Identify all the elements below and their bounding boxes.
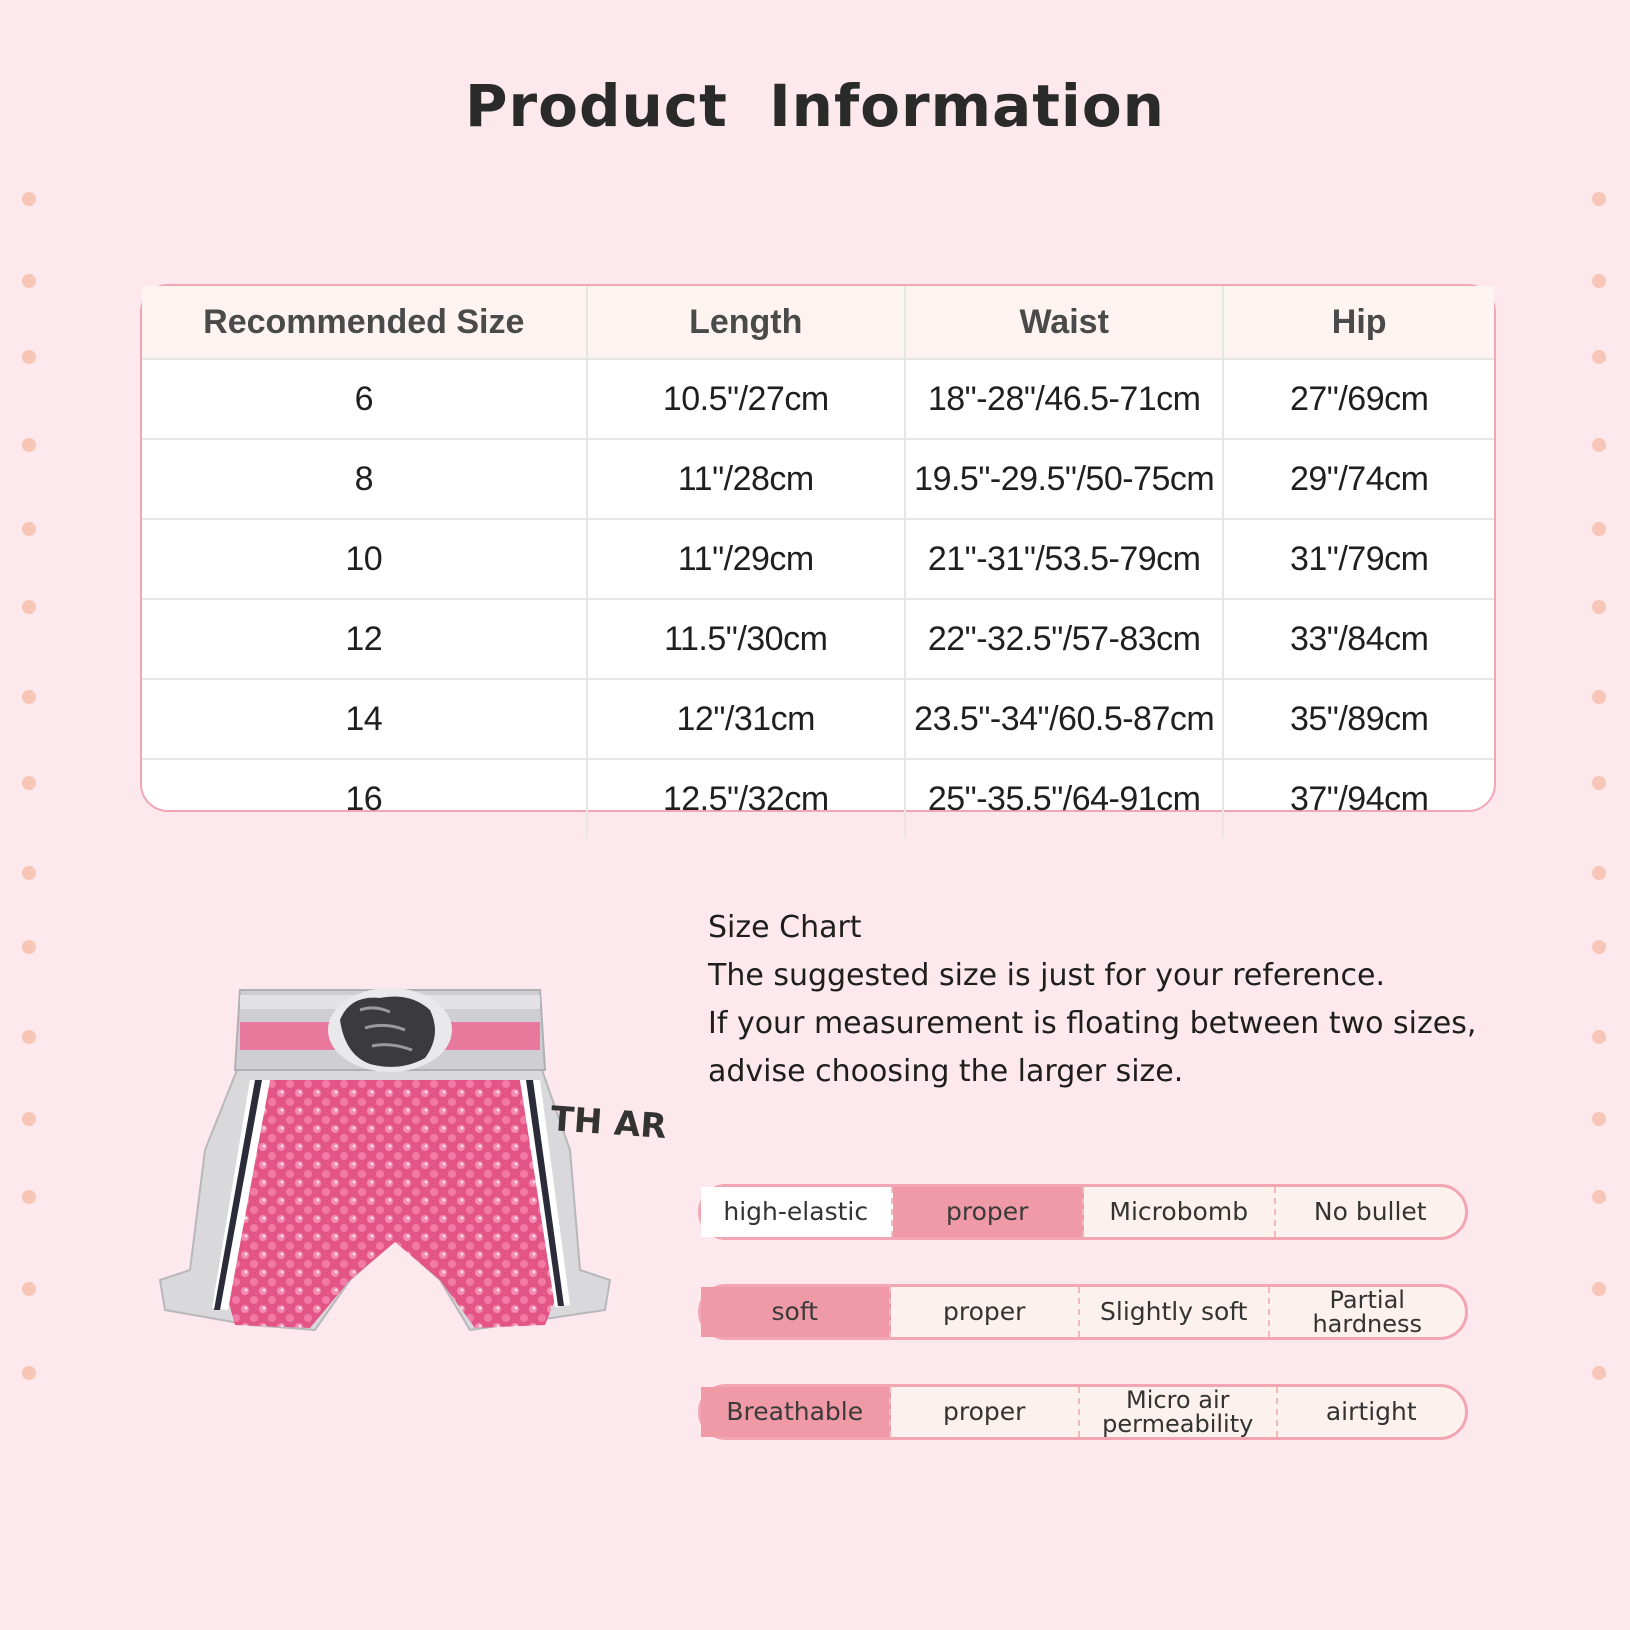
decorative-dot <box>1592 1030 1606 1044</box>
scale-cell-selected: Breathable <box>701 1387 891 1437</box>
cell-size: 10 <box>142 519 587 599</box>
header-length: Length <box>587 286 905 359</box>
scale-cell: airtight <box>1325 1397 1417 1426</box>
decorative-dot <box>1592 776 1606 790</box>
size-chart-line: If your measurement is floating between two sizes, <box>708 1006 1477 1041</box>
decorative-dot <box>22 274 36 288</box>
decorative-dot <box>1592 438 1606 452</box>
cell-waist: 21"-31"/53.5-79cm <box>905 519 1223 599</box>
table-header-row <box>142 286 1494 359</box>
scale-cell: Slightly soft <box>1080 1287 1270 1337</box>
scale-cell: proper <box>891 1287 1081 1337</box>
scale-cell: No bullet <box>1313 1197 1427 1226</box>
decorative-dot <box>22 192 36 206</box>
decorative-dot <box>22 1112 36 1126</box>
cell-length: 11"/29cm <box>587 519 905 599</box>
decorative-dot <box>1592 274 1606 288</box>
cell-length: 11"/28cm <box>587 439 905 519</box>
table-row <box>142 759 1494 838</box>
decorative-dot <box>1592 1190 1606 1204</box>
decorative-dot <box>1592 1112 1606 1126</box>
shorts-side-text: TH AR <box>549 1099 668 1148</box>
decorative-dot <box>1592 690 1606 704</box>
cell-hip: 37"/94cm <box>1289 779 1429 818</box>
table-row <box>142 359 1494 439</box>
decorative-dot <box>22 866 36 880</box>
decorative-dot <box>1592 1366 1606 1380</box>
decorative-dot <box>1592 940 1606 954</box>
decorative-dot <box>22 940 36 954</box>
page-title: Product Information <box>465 72 1165 140</box>
decorative-dot <box>1592 350 1606 364</box>
decorative-dot <box>1592 866 1606 880</box>
size-table <box>140 284 1496 818</box>
table-row <box>142 679 1494 759</box>
decorative-dot <box>22 522 36 536</box>
cell-length: 11.5"/30cm <box>587 599 905 679</box>
table-row <box>142 599 1494 679</box>
cell-hip: 31"/79cm <box>1223 519 1494 599</box>
scale-cell: Micro air permeability <box>1080 1387 1278 1437</box>
cell-hip: 27"/69cm <box>1223 359 1494 439</box>
size-chart-heading: Size Chart <box>708 910 862 945</box>
decorative-dot <box>22 1366 36 1380</box>
breathability-scale <box>698 1384 1468 1440</box>
scale-cell: proper <box>891 1387 1081 1437</box>
scale-cell: Partial hardness <box>1312 1286 1423 1338</box>
cell-hip: 33"/84cm <box>1223 599 1494 679</box>
scale-cell-selected: proper <box>893 1187 1085 1237</box>
elasticity-scale <box>698 1184 1468 1240</box>
decorative-dot <box>22 690 36 704</box>
decorative-dot <box>22 1282 36 1296</box>
cell-size: 16 <box>142 759 587 838</box>
cell-size: 6 <box>142 359 587 439</box>
scale-cell-selected: soft <box>701 1287 891 1337</box>
scale-cell: high-elastic <box>701 1187 893 1237</box>
scale-cell: Microbomb <box>1084 1187 1276 1237</box>
cell-size: 12 <box>142 599 587 679</box>
cell-waist: 23.5"-34"/60.5-87cm <box>905 679 1223 759</box>
size-chart-line: advise choosing the larger size. <box>708 1054 1184 1089</box>
softness-scale <box>698 1284 1468 1340</box>
header-hip: Hip <box>1223 286 1494 359</box>
cell-hip: 29"/74cm <box>1223 439 1494 519</box>
header-waist: Waist <box>905 286 1223 359</box>
cell-waist: 25"-35.5"/64-91cm <box>905 759 1223 838</box>
cell-waist: 18"-28"/46.5-71cm <box>905 359 1223 439</box>
cell-size: 8 <box>142 439 587 519</box>
decorative-dot <box>1592 522 1606 536</box>
header-recommended-size: Recommended Size <box>142 286 587 359</box>
table-row <box>142 439 1494 519</box>
size-chart-line: The suggested size is just for your reference. <box>708 958 1385 993</box>
decorative-dot <box>22 776 36 790</box>
decorative-dot <box>1592 600 1606 614</box>
cell-waist: 22"-32.5"/57-83cm <box>905 599 1223 679</box>
cell-hip: 35"/89cm <box>1223 679 1494 759</box>
cell-length: 12"/31cm <box>587 679 905 759</box>
cell-length: 10.5"/27cm <box>587 359 905 439</box>
decorative-dot <box>1592 192 1606 206</box>
decorative-dot <box>1592 1282 1606 1296</box>
cell-waist: 19.5"-29.5"/50-75cm <box>905 439 1223 519</box>
table-row <box>142 519 1494 599</box>
pink-sequin-boxing-shorts-image <box>150 980 668 1400</box>
decorative-dot <box>22 1030 36 1044</box>
decorative-dot <box>22 600 36 614</box>
decorative-dot <box>22 1190 36 1204</box>
cell-length: 12.5"/32cm <box>587 759 905 838</box>
cell-size: 14 <box>142 679 587 759</box>
decorative-dot <box>22 438 36 452</box>
decorative-dot <box>22 350 36 364</box>
size-chart-note <box>708 904 1508 1096</box>
